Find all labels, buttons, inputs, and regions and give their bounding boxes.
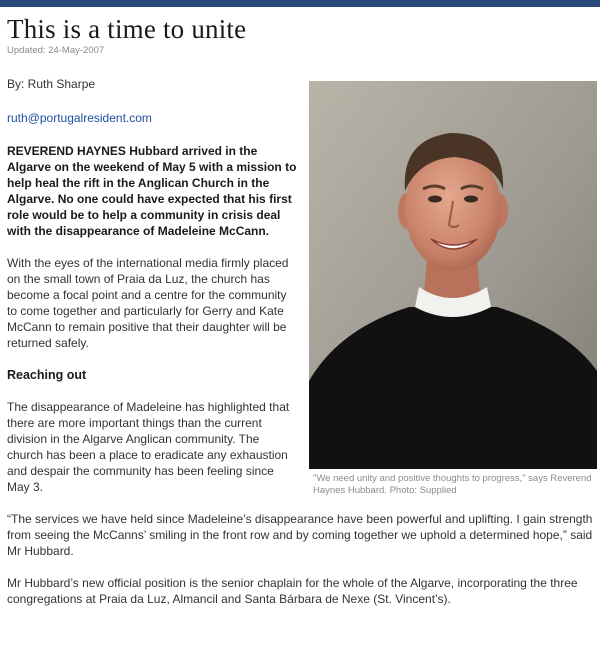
section-subheading: Reaching out (7, 368, 87, 382)
updated-date: Updated: 24-May-2007 (7, 45, 105, 56)
lead-paragraph: REVEREND HAYNES Hubbard arrived in the Algarve on the weekend of May 5 with a mission to help heal the rift in the Anglican Church in the Algarve. No one could have expected that his first role would be to help a community in crisis deal with the disappearance of Madeleine McCann. (7, 144, 297, 238)
body-paragraph-2: The disappearance of Madeleine has highlighted that there are more important things than the current division in the Algarve Anglican community. The church has been a place to eradicate any exhaustion and despair the community has been feeling since May 3. (7, 400, 290, 494)
article-photo-figure (309, 81, 597, 497)
body-paragraph-3: “The services we have held since Madeleine’s disappearance have been powerful and uplifting. I gain strength from seeing the McCanns’ smiling in the front row and by coming together we uphold a determined hope,” said Mr Hubbard. (7, 512, 593, 558)
author-byline: By: Ruth Sharpe (7, 77, 96, 91)
body-paragraph-4: Mr Hubbard’s new official position is the senior chaplain for the whole of the Algarve, incorporating the three congregations at Praia da Luz, Almancil and Santa Bárbara de Nexe (St. Vincent’s). (7, 576, 578, 606)
article-body (7, 143, 597, 623)
photo-caption: "We need unity and positive thoughts to progress," says Reverend Haynes Hubbard. Photo: Supplied (313, 473, 592, 496)
article-title: This is a time to unite (7, 14, 247, 44)
portrait-photo (309, 81, 597, 469)
body-paragraph-1: With the eyes of the international media firmly placed on the small town of Praia da Luz, the church has become a focal point and a centre for the community to come together and particularly for Gerry and Kate McCann to remain positive that their daughter will be returned safely. (7, 256, 289, 350)
author-email-link[interactable]: ruth@portugalresident.com (7, 111, 152, 125)
header-bar (0, 0, 600, 7)
